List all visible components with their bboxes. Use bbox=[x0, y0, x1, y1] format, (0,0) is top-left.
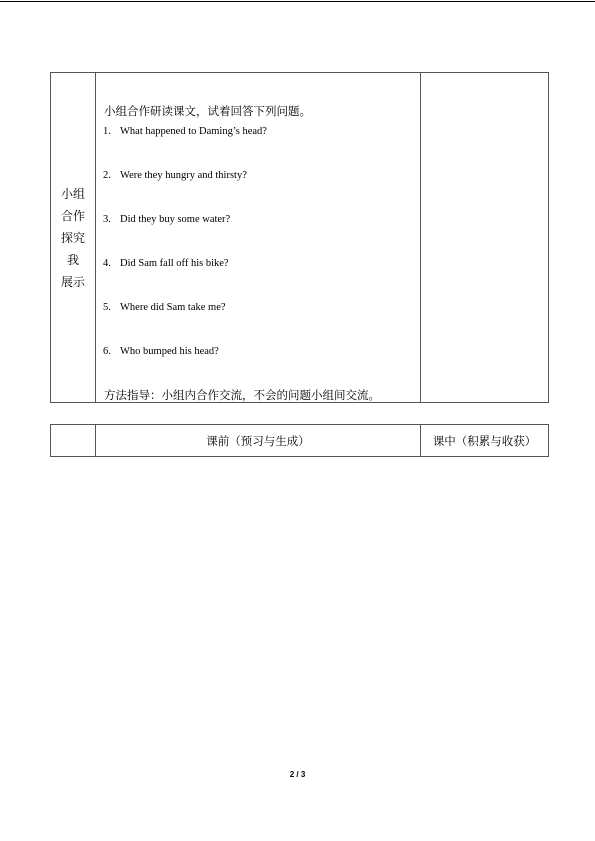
top-rule bbox=[0, 1, 595, 2]
question-text: What happened to Daming’s head? bbox=[120, 126, 267, 137]
question-text: Did they buy some water? bbox=[120, 214, 231, 225]
question-item bbox=[103, 214, 230, 225]
header-before-class: 课前（预习与生成） bbox=[96, 425, 421, 457]
question-item bbox=[103, 302, 226, 313]
method-guidance: 方法指导：小组内合作交流，不会的问题小组间交流。 bbox=[104, 390, 380, 402]
question-number: 1. bbox=[103, 126, 111, 137]
header-in-class: 课中（积累与收获） bbox=[421, 425, 549, 457]
question-number: 5. bbox=[103, 302, 111, 313]
page-number: 2 / 3 bbox=[289, 770, 306, 779]
header-blank-cell bbox=[51, 425, 96, 457]
section-label-cell bbox=[51, 73, 96, 403]
question-item bbox=[103, 258, 229, 269]
question-item bbox=[103, 346, 219, 357]
group-inquiry-table bbox=[50, 72, 549, 403]
question-item bbox=[103, 126, 267, 137]
question-text: Did Sam fall off his bike? bbox=[120, 258, 229, 269]
section-label-line: 展示 bbox=[60, 274, 85, 289]
stage-header-table bbox=[50, 424, 549, 457]
notes-cell bbox=[421, 73, 549, 403]
section-label-line: 我 bbox=[66, 252, 79, 267]
section-label-line: 小组 bbox=[60, 186, 85, 201]
question-item bbox=[103, 170, 247, 181]
section-label-line: 合作 bbox=[60, 208, 85, 223]
intro-text: 小组合作研读课文，试着回答下列问题。 bbox=[104, 106, 311, 118]
question-number: 2. bbox=[103, 170, 111, 181]
question-number: 4. bbox=[103, 258, 111, 269]
questions-cell bbox=[96, 73, 421, 403]
question-text: Where did Sam take me? bbox=[120, 302, 226, 313]
section-label-line: 探究 bbox=[60, 230, 85, 245]
question-number: 3. bbox=[103, 214, 111, 225]
question-number: 6. bbox=[103, 346, 111, 357]
question-text: Who bumped his head? bbox=[120, 346, 219, 357]
question-text: Were they hungry and thirsty? bbox=[120, 170, 247, 181]
